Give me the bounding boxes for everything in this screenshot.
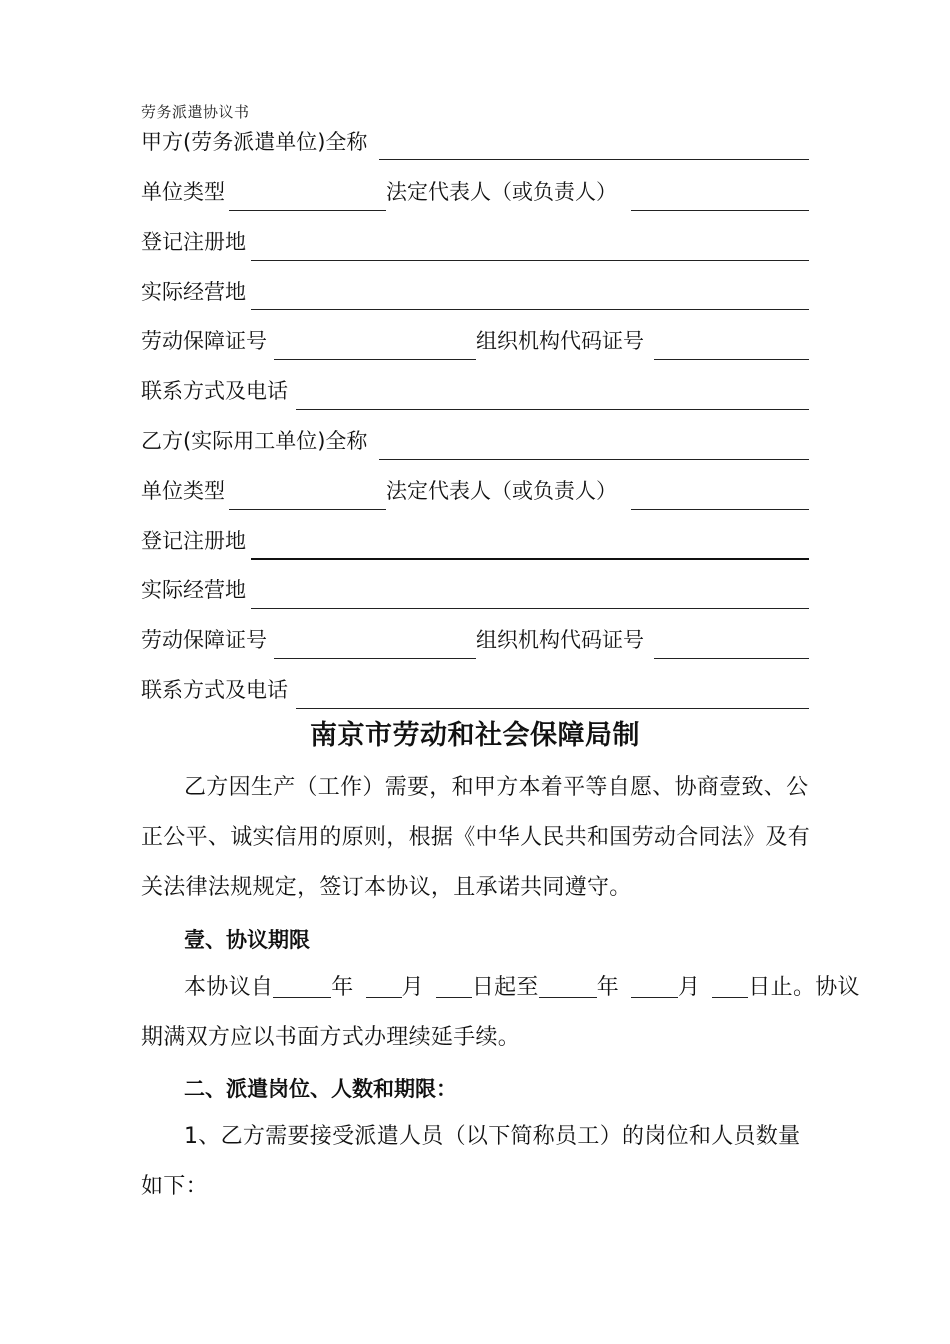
section-2-item-1-line-2: 如下：: [141, 1174, 208, 1199]
party-a-reg-address-field[interactable]: [251, 260, 809, 261]
start-month-field[interactable]: [366, 973, 402, 998]
term-paragraph: [141, 963, 860, 1063]
party-b-unit-type-row: [141, 476, 811, 512]
party-a-full-name-field[interactable]: [379, 159, 809, 160]
end-day-field[interactable]: [712, 973, 748, 998]
section-2-paragraph: [141, 1112, 821, 1212]
party-a-labor-cert-label: 劳动保障证号: [141, 329, 267, 353]
end-month-field[interactable]: [631, 973, 678, 998]
party-a-unit-type-row: [141, 177, 811, 213]
start-day-label: 日起至: [471, 975, 539, 1000]
end-year-field[interactable]: [539, 973, 597, 998]
party-a-contact-row: [141, 376, 811, 412]
document-header: 劳务派遣协议书: [141, 103, 250, 121]
party-b-contact-field[interactable]: [296, 708, 809, 709]
party-a-org-code-label: 组织机构代码证号: [476, 329, 644, 353]
party-a-unit-type-field[interactable]: [229, 210, 386, 211]
document-title: 南京市劳动和社会保障局制: [310, 720, 640, 751]
party-a-contact-field[interactable]: [296, 409, 809, 410]
party-a-labor-cert-field[interactable]: [274, 359, 476, 360]
party-a-unit-type-label: 单位类型: [141, 180, 225, 204]
party-b-labor-cert-label: 劳动保障证号: [141, 628, 267, 652]
section-1-heading: 壹、协议期限: [184, 928, 310, 952]
party-a-legal-rep-label: 法定代表人（或负责人）: [386, 180, 617, 204]
party-b-actual-address-row: [141, 575, 811, 611]
party-b-legal-rep-field[interactable]: [631, 509, 809, 510]
party-a-org-code-field[interactable]: [654, 359, 809, 360]
party-b-actual-address-label: 实际经营地: [141, 578, 246, 602]
party-b-actual-address-field[interactable]: [251, 608, 809, 609]
party-b-legal-rep-label: 法定代表人（或负责人）: [386, 479, 617, 503]
intro-line-2: 正公平、诚实信用的原则，根据《中华人民共和国劳动合同法》及有: [141, 825, 811, 850]
party-a-actual-address-label: 实际经营地: [141, 280, 246, 304]
party-a-reg-address-label: 登记注册地: [141, 230, 246, 254]
intro-line-1: 乙方因生产（工作）需要，和甲方本着平等自愿、协商壹致、公: [184, 775, 809, 800]
party-b-reg-address-label: 登记注册地: [141, 529, 246, 553]
party-b-labor-cert-field[interactable]: [274, 658, 476, 659]
party-b-full-name-label: 乙方(实际用工单位)全称: [141, 429, 368, 453]
section-2-item-1-line-1: 1、乙方需要接受派遣人员（以下简称员工）的岗位和人员数量: [184, 1124, 801, 1149]
party-a-actual-address-row: [141, 277, 811, 313]
party-a-legal-rep-field[interactable]: [631, 210, 809, 211]
end-year-label: 年: [596, 975, 620, 1000]
party-b-cert-row: [141, 625, 811, 661]
term-prefix: 本协议自: [184, 975, 274, 1000]
party-b-unit-type-label: 单位类型: [141, 479, 225, 503]
party-b-full-name-row: [141, 426, 811, 462]
party-b-reg-address-field[interactable]: [251, 558, 809, 560]
party-a-reg-address-row: [141, 227, 811, 263]
party-a-cert-row: [141, 326, 811, 362]
party-b-org-code-field[interactable]: [654, 658, 809, 659]
party-a-full-name-label: 甲方(劳务派遣单位)全称: [141, 130, 368, 154]
term-line-1: [141, 963, 860, 1013]
section-2-heading: 二、派遣岗位、人数和期限：: [184, 1077, 457, 1101]
party-b-unit-type-field[interactable]: [229, 509, 386, 510]
party-b-full-name-field[interactable]: [379, 459, 809, 460]
party-b-contact-row: [141, 675, 811, 711]
end-day-label: 日止。协议: [748, 975, 860, 1000]
start-year-field[interactable]: [273, 973, 331, 998]
party-a-actual-address-field[interactable]: [251, 309, 809, 310]
start-month-label: 月: [401, 975, 424, 1000]
party-b-reg-address-row: [141, 526, 811, 562]
party-b-contact-label: 联系方式及电话: [141, 678, 288, 702]
end-month-label: 月: [678, 975, 701, 1000]
intro-paragraph: [141, 763, 821, 913]
intro-line-3: 关法律法规规定，签订本协议，且承诺共同遵守。: [141, 875, 632, 900]
start-day-field[interactable]: [436, 973, 472, 998]
term-line-2: 期满双方应以书面方式办理续延手续。: [141, 1025, 521, 1050]
start-year-label: 年: [331, 975, 354, 1000]
party-a-full-name-row: [141, 127, 811, 163]
party-b-org-code-label: 组织机构代码证号: [476, 628, 644, 652]
party-a-contact-label: 联系方式及电话: [141, 379, 288, 403]
